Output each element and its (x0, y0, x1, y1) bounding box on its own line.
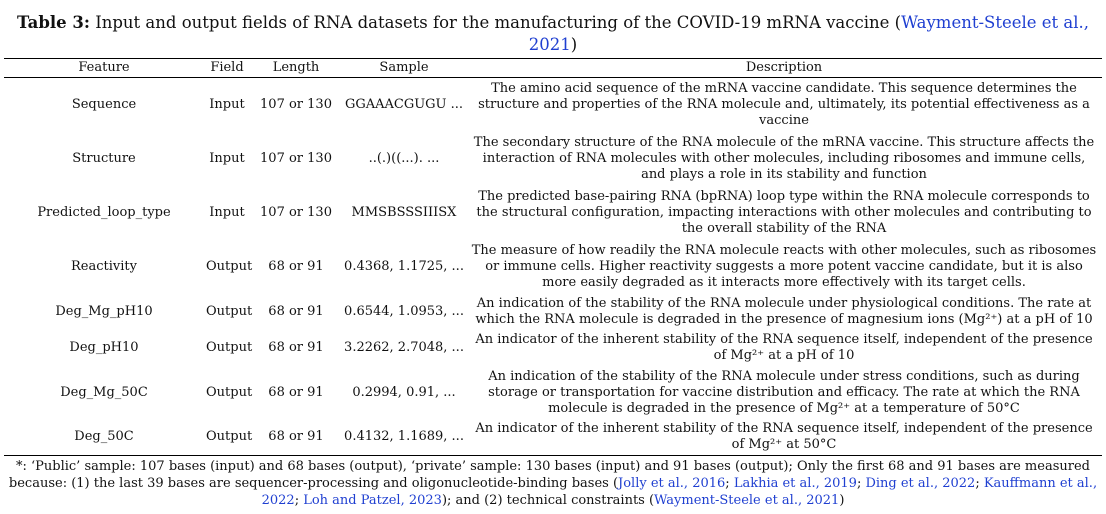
table-row (4, 330, 1102, 366)
header-length: Length (272, 60, 320, 75)
table-row (4, 78, 1102, 132)
sample-cell: 3.2262, 2.7048, ... (344, 339, 464, 355)
header-sample: Sample (379, 60, 429, 75)
length-cell: 107 or 130 (260, 150, 332, 166)
table-label: Table 3: (16, 13, 90, 32)
sample-cell: 0.4132, 1.1689, ... (344, 429, 464, 445)
field-cell: Input (209, 150, 245, 166)
description-cell: An indication of the stability of the RNA molecule under stress conditions, such as during storage or transportation for vaccine distribution and efficacy. The rate at which the RNA molecule is degraded in the presence of Mg²⁺ at a temperature of 50°C (488, 368, 1080, 416)
field-cell: Output (206, 429, 253, 445)
caption-text: Input and output fields of RNA datasets for the manufacturing of the COVID-19 mRNA vaccine ( (89, 13, 902, 32)
caption-close: ) (570, 35, 578, 54)
table-row (4, 132, 1102, 186)
footnote-sep: ; (856, 476, 866, 491)
table-row (4, 294, 1102, 330)
footnote-text: ); and (2) technical constraints ( (441, 493, 655, 508)
feature-cell: Structure (72, 150, 136, 166)
sample-cell: 0.2994, 0.91, ... (352, 384, 456, 400)
sample-cell: 0.6544, 1.0953, ... (344, 303, 464, 319)
length-cell: 107 or 130 (260, 96, 332, 112)
length-cell: 68 or 91 (268, 429, 324, 445)
footnote-sep: ; (975, 476, 984, 491)
description-cell: An indicator of the inherent stability of the RNA sequence itself, independent of the presence of Mg²⁺ at a pH of 10 (475, 331, 1093, 363)
table-row (4, 186, 1102, 240)
feature-cell: Predicted_loop_type (37, 204, 171, 220)
feature-cell: Deg_Mg_50C (60, 384, 148, 400)
length-cell: 107 or 130 (260, 204, 332, 220)
citation-link-wayment-steele[interactable]: Wayment-Steele et al., 2021 (654, 493, 840, 508)
footnote-sep: ; (294, 493, 304, 508)
citation-link-loh[interactable]: Loh and Patzel, 2023 (303, 493, 442, 508)
feature-cell: Sequence (71, 96, 137, 112)
footnote-text: ) (839, 493, 845, 508)
caption-citation-link[interactable]: Wayment-Steele et al., 2021 (528, 13, 1090, 54)
header-field: Field (210, 60, 244, 75)
feature-cell: Deg_pH10 (69, 339, 139, 355)
description-cell: The predicted base-pairing RNA (bpRNA) loop type within the RNA molecule corresponds to the structural configuration, impacting interactions with other molecules and contributing to the overall stability of the RNA (476, 188, 1092, 236)
field-cell: Input (209, 96, 245, 112)
field-cell: Output (206, 339, 253, 355)
description-cell: An indication of the stability of the RNA molecule under physiological conditions. The rate at which the RNA molecule is degraded in the presence of magnesium ions (Mg²⁺) at a pH of 10 (475, 295, 1093, 327)
field-cell: Output (206, 258, 253, 274)
field-cell: Output (206, 384, 253, 400)
field-cell: Input (209, 204, 245, 220)
sample-cell: GGAAACGUGU ... (344, 96, 464, 112)
table-footnote (4, 458, 1102, 509)
description-cell: An indicator of the inherent stability of the RNA sequence itself, independent of the presence of Mg²⁺ at 50°C (475, 421, 1093, 453)
table-row (4, 366, 1102, 420)
feature-cell: Deg_Mg_pH10 (55, 303, 153, 319)
header-description: Description (745, 60, 823, 75)
length-cell: 68 or 91 (268, 303, 324, 319)
header-feature: Feature (78, 60, 130, 75)
description-cell: The secondary structure of the RNA molecule of the mRNA vaccine. This structure affects the interaction of RNA molecules with other molecules, including ribosomes and immune cells, and plays a role in its stability and function (473, 134, 1095, 182)
feature-cell: Reactivity (71, 258, 137, 274)
citation-link-lakhia[interactable]: Lakhia et al., 2019 (733, 476, 857, 491)
sample-cell: MMSBSSSIIISX (351, 204, 457, 220)
footnote-text: *: ‘Public’ sample: 107 bases (input) and 68 bases (output), ‘private’ sample: 130 bases (input) and 91 bases (output); Only the first 68 and 91 bases are measured because: (1) the last 39 bases are sequencer-processing and oligonucleotide-binding bases ( (8, 459, 1090, 491)
table-caption (0, 12, 1106, 56)
description-cell: The amino acid sequence of the mRNA vaccine candidate. This sequence determines the structure and properties of the RNA molecule and, ultimately, its potential effectiveness as a vaccine (478, 80, 1090, 128)
citation-link-jolly[interactable]: Jolly et al., 2016 (618, 476, 726, 491)
citation-link-ding[interactable]: Ding et al., 2022 (865, 476, 976, 491)
table-header-row (4, 59, 1102, 78)
sample-cell: ..(.)((...). ... (368, 150, 440, 166)
rna-fields-table (4, 58, 1102, 456)
length-cell: 68 or 91 (268, 384, 324, 400)
table-row (4, 240, 1102, 294)
footnote-sep: ; (725, 476, 734, 491)
sample-cell: 0.4368, 1.1725, ... (344, 258, 464, 274)
length-cell: 68 or 91 (268, 339, 324, 355)
description-cell: The measure of how readily the RNA molecule reacts with other molecules, such as ribosomes or immune cells. Higher reactivity suggests a more potent vaccine candidate, but it is also more easily degraded as it interacts more effectively with its target cells. (471, 242, 1097, 290)
table-row (4, 420, 1102, 456)
length-cell: 68 or 91 (268, 258, 324, 274)
field-cell: Output (206, 303, 253, 319)
citation-link-kauffmann[interactable]: Kauffmann et al., 2022 (261, 476, 1098, 508)
feature-cell: Deg_50C (74, 429, 134, 445)
